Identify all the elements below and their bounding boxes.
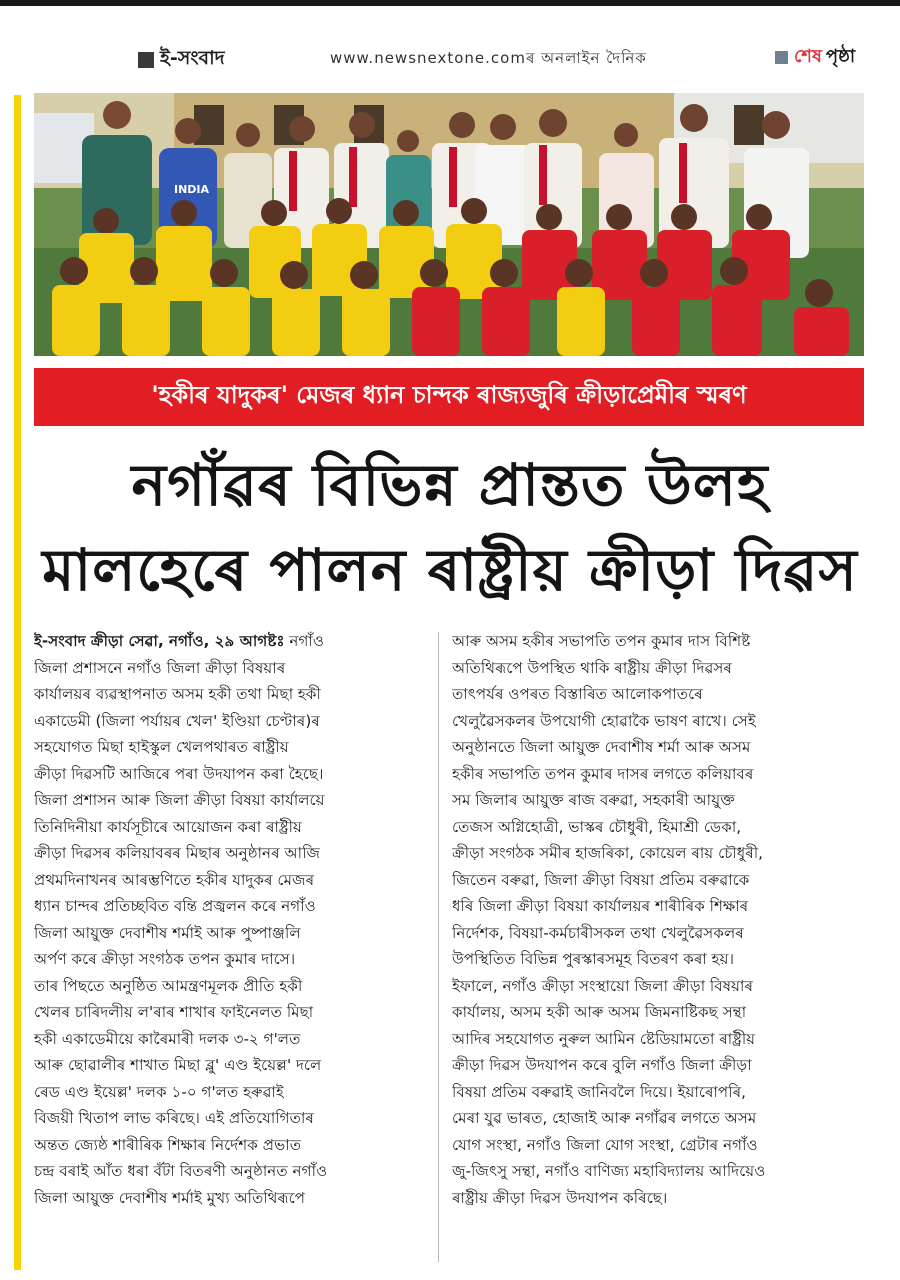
article-line: ক্ৰীড়া দিৱস উদযাপন কৰে বুলি নগাঁও জিলা ক্ৰীড়া: [452, 1056, 752, 1074]
article-line: তেজস অগ্নিহোত্ৰী, ভাস্কৰ চৌধুৰী, হিমাশ্ৰী ডেকা,: [452, 817, 742, 836]
article-line: ক্ৰীড়া দিৱসটি আজিৰে পৰা উদযাপন কৰা হৈছে।: [34, 764, 324, 783]
article-line: অৰ্পণ কৰে ক্ৰীড়া সংগঠক তপন কুমাৰ দাসে।: [34, 950, 296, 968]
article-line: কাৰ্যালয়, অসম হকী আৰু অসম জিমনাষ্টিকছ সন্থা: [452, 1003, 747, 1021]
article-line: যোগ সংস্থা, নগাঁও জিলা যোগ সংস্থা, গ্ৰেটাৰ নগাঁও: [452, 1135, 758, 1154]
article-line: হকী একাডেমীয়ে কাৰৈমাৰী দলক ৩-২ গ'লত: [34, 1029, 301, 1048]
article-line: অতিথিৰূপে উপস্থিত থাকি ৰাষ্ট্ৰীয় ক্ৰীড়া দিৱসৰ: [452, 658, 732, 677]
paper-name: [138, 44, 225, 76]
article-line: উপস্থিতিত বিভিন্ন পুৰস্কাৰসমূহ বিতৰণ কৰা হয়।: [452, 950, 735, 968]
page-label-accent: শেষ: [794, 46, 822, 67]
article-line: বিষয়া প্ৰতিম বৰুৱাই জানিবলৈ দিয়ে। ইয়াৰোপৰি,: [452, 1082, 746, 1101]
article-line: ক্ৰীড়া দিৱসৰ কলিয়াবৰৰ মিছাৰ অনুষ্ঠানৰ আজি: [34, 844, 321, 862]
article-line: খেলুৱৈসকলৰ উপযোগী হোৱাকৈ ভাষণ ৰাখে। সেই: [452, 711, 756, 730]
article-line: প্ৰথমদিনাখনৰ আৰম্ভণিতে হকীৰ যাদুকৰ মেজৰ: [34, 870, 315, 889]
headline-line-2: মালহেৰে পালন ৰাষ্ট্ৰীয় ক্ৰীড়া দিৱস: [42, 536, 858, 604]
yellow-side-rule: [14, 95, 21, 1270]
article-line: অন্তত জ্যেষ্ঠ শাৰীৰিক শিক্ষাৰ নিৰ্দেশক প্ৰভাত: [34, 1135, 302, 1154]
article-first-line: [34, 628, 439, 655]
article-line: আৰু ছোৱালীৰ শাখাত মিছা ব্লু' এণ্ড ইয়েল্ল' দলে: [34, 1056, 322, 1074]
headline-banner: 'হকীৰ যাদুকৰ' মেজৰ ধ্যান চান্দক ৰাজ্যজুৰি ক্ৰীড়াপ্ৰেমীৰ স্মৰণ: [34, 368, 864, 426]
article-line: ধৰি জিলা ক্ৰীড়া বিষয়া কাৰ্যালয়ৰ শাৰীৰিক শিক্ষাৰ: [452, 897, 749, 915]
article-line: জিতেন বৰুৱা, জিলা ক্ৰীড়া বিষয়া প্ৰতিম বৰুৱাকে: [452, 870, 750, 889]
article-line: বিজয়ী খিতাপ লাভ কৰিছে। এই প্ৰতিযোগিতাৰ: [34, 1109, 314, 1127]
website-text: www.newsnextone.comৰ অনলাইন দৈনিক: [330, 49, 647, 67]
article-line: সম জিলাৰ আয়ুক্ত ৰাজ বৰুৱা, সহকাৰী আয়ুক্ত: [452, 791, 735, 809]
square-bullet-icon: [775, 51, 788, 64]
article-line: সহযোগত মিছা হাইস্কুল খেলপথাৰত ৰাষ্ট্ৰীয়: [34, 738, 289, 756]
page-label: [775, 42, 855, 73]
paper-name-text: ই-সংবাদ: [160, 47, 225, 69]
article-line: তিনিদিনীয়া কাৰ্যসূচীৰে আয়োজন কৰা ৰাষ্ট্ৰীয়: [34, 817, 302, 836]
top-border: [0, 0, 900, 6]
article-line: ধ্যান চান্দৰ প্ৰতিচ্ছবিত বন্তি প্ৰজ্বলন কৰে নগাঁও: [34, 897, 316, 915]
masthead: [0, 40, 900, 72]
article-line: একাডেমী (জিলা পৰ্যায়ৰ খেল' ইণ্ডিয়া চেণ্টাৰ)ৰ: [34, 711, 320, 730]
page-label-rest: পৃষ্ঠা: [825, 46, 856, 67]
article-line: অনুষ্ঠানতে জিলা আয়ুক্ত দেবাশীষ শৰ্মা আৰু অসম: [452, 738, 751, 756]
article-line: তাৎপৰ্যৰ ওপৰত বিস্তাৰিত আলোকপাতৰে: [452, 685, 703, 703]
group-photo-illustration: [34, 93, 864, 356]
article-line: জিলা আয়ুক্ত দেবাশীষ শৰ্মাই আৰু পুষ্পাঞ্জলি: [34, 923, 301, 942]
article-line: কাৰ্যালয়ৰ ব্যৱস্থাপনাত অসম হকী তথা মিছা হকী: [34, 685, 321, 703]
headline-line-1: নগাঁৱৰ বিভিন্ন প্ৰান্তত উলহ: [131, 451, 769, 519]
article-line: চন্দ্ৰ বৰাই আঁত ধৰা বঁটা বিতৰণী অনুষ্ঠানত নগাঁও: [34, 1162, 328, 1180]
article-line: ৰেড এণ্ড ইয়েল্ল' দলক ১-০ গ'লত হৰুৱাই: [34, 1082, 284, 1101]
article-column-left: [34, 628, 439, 1211]
article-line: ইফালে, নগাঁও ক্ৰীড়া সংস্থায়ো জিলা ক্ৰীড়া বিষয়াৰ: [452, 976, 754, 995]
article-line: খেলৰ চাৰিদলীয় ল'ৰাৰ শাখাৰ ফাইনেলত মিছা: [34, 1003, 314, 1021]
column-divider: [438, 632, 439, 1262]
article-line: জিলা প্ৰশাসন আৰু জিলা ক্ৰীড়া বিষয়া কাৰ্যালয়ে: [34, 791, 325, 809]
article-line: জু-জিৎসু সন্থা, নগাঁও বাণিজ্য মহাবিদ্যালয় আদিয়েও: [452, 1162, 766, 1180]
article-line: ক্ৰীড়া সংগঠক সমীৰ হাজৰিকা, কোয়েল ৰায় চৌধুৰী,: [452, 844, 764, 862]
article-line: নিৰ্দেশক, বিষয়া-কৰ্মচাৰীসকল তথা খেলুৱৈসকলৰ: [452, 923, 744, 942]
article-line: ৰাষ্ট্ৰীয় ক্ৰীড়া দিৱস উদযাপন কৰিছে।: [452, 1188, 668, 1207]
article-line: জিলা প্ৰশাসনে নগাঁও জিলা ক্ৰীড়া বিষয়াৰ: [34, 658, 286, 677]
article-line: জিলা আয়ুক্ত দেবাশীষ শৰ্মাই মুখ্য অতিথিৰূপে: [34, 1188, 306, 1207]
article-line: হকীৰ সভাপতি তপন কুমাৰ দাসৰ লগতে কলিয়াবৰ: [452, 764, 754, 783]
article-line: আৰু অসম হকীৰ সভাপতি তপন কুমাৰ দাস বিশিষ্ট: [452, 632, 751, 650]
article-line: তাৰ পিছতে অনুষ্ঠিত আমন্ত্ৰণমূলক প্ৰীতি হকী: [34, 976, 303, 995]
article-line: আদিৰ সহযোগত নুৰুল আমিন ষ্টেডিয়ামতো ৰাষ্ট্ৰীয়: [452, 1029, 756, 1048]
article-line: মেৰা যুৱ ভাৰত, হোজাই আৰু নগাঁৱৰ লগতে অসম: [452, 1109, 757, 1127]
article-line: নগাঁও: [284, 632, 325, 650]
article-column-right: [452, 628, 857, 1211]
square-bullet-icon: [138, 52, 154, 68]
article-dateline: ই-সংবাদ ক্ৰীড়া সেৱা, নগাঁও, ২৯ আগষ্টঃ: [34, 632, 285, 650]
news-photo: [34, 93, 864, 356]
shirt-text: INDIA: [174, 183, 210, 196]
